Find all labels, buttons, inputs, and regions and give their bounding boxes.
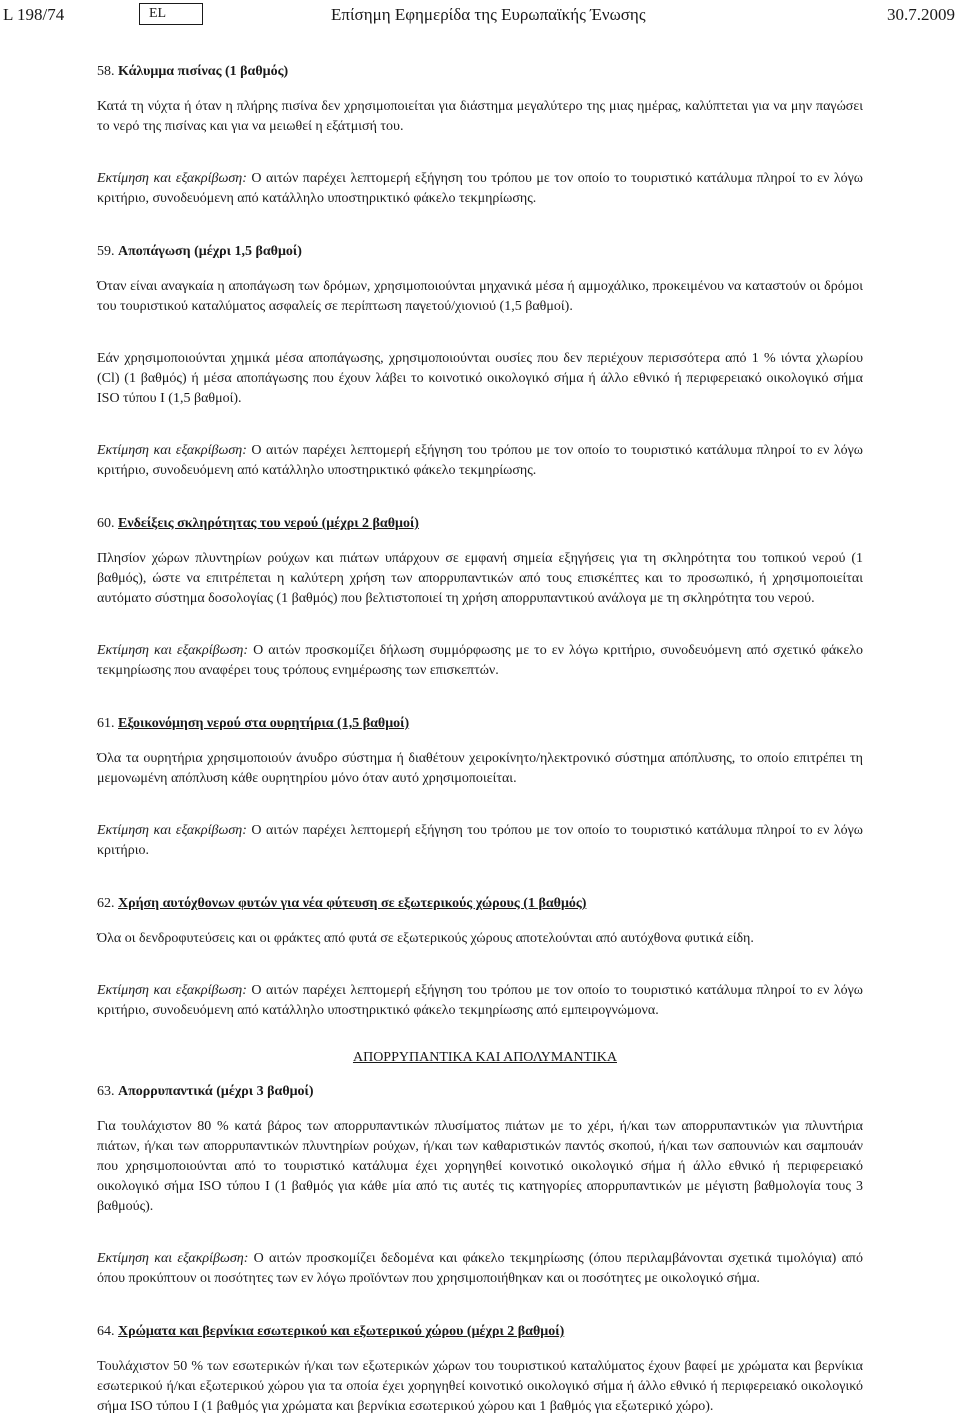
evaluation-label: Εκτίμηση και εξακρίβωση:: [97, 1251, 249, 1266]
section-63: [97, 1082, 863, 1289]
section-title: Εξοικονόμηση νερού στα ουρητήρια (1,5 βαθμοί): [118, 716, 410, 731]
section-title: Χρήση αυτόχθονων φυτών για νέα φύτευση σε εξωτερικούς χώρους (1 βαθμός): [118, 896, 587, 911]
publication-date: 30.7.2009: [887, 5, 955, 24]
section-number: 62.: [97, 896, 115, 911]
section-number: 60.: [97, 516, 115, 531]
section-62: [97, 894, 863, 1021]
evaluation-label: Εκτίμηση και εξακρίβωση:: [97, 443, 247, 458]
evaluation-paragraph: [97, 641, 863, 681]
language-box: EL: [139, 3, 203, 25]
journal-title: Επίσημη Εφημερίδα της Ευρωπαϊκής Ένωσης: [331, 5, 646, 24]
section-number: 61.: [97, 716, 115, 731]
section-body: Όλα οι δενδροφυτεύσεις και οι φράκτες από φυτά σε εξωτερικούς χώρους αποτελούνται από αυτόχθονα φυτικά είδη.: [97, 931, 754, 946]
evaluation-text: Ο αιτών παρέχει λεπτομερή εξήγηση του τρόπου με τον οποίο το τουριστικό κατάλυμα πληροί το εν λόγω κριτήριο, συνοδευόμενη από κατάλληλο υποστηρικτικό φάκελο τεκμηρίωσης.: [97, 443, 864, 478]
section-body: Για τουλάχιστον 80 % κατά βάρος των απορρυπαντικών πλυσίματος πιάτων με το χέρι, ή/και των απορρυπαντικών για πλυντήρια πιάτων, ή/και των απορρυπαντικών πλυντηρίων ρούχων, ή/και των καθαριστικών παντός σκοπού, ή/και των σαπουνιών και σαμπουάν που χρησιμοποιούνται από το τουριστικό κατάλυμα έχει χορηγηθεί κοινοτικό οικολογικό σήμα ή άλλο εθνικό ή περιφερειακό οικολογικό σήμα ISO τύπου I (1 βαθμός για κάθε μία από τις αυτές τις κατηγορίες απορρυπαντικών με μέγιστη βαθμολογία τους 3 βαθμούς).: [97, 1119, 863, 1214]
evaluation-label: Εκτίμηση και εξακρίβωση:: [97, 983, 247, 998]
section-heading: [97, 1082, 863, 1102]
page-reference: L 198/74: [3, 5, 65, 24]
section-body: Όλα τα ουρητήρια χρησιμοποιούν άνυδρο σύστημα ή διαθέτουν χειροκίνητο/ηλεκτρονικό σύστημα απόπλυσης, το οποίο επιτρέπει τη μεμονωμένη απόπλυση κάθε ουρητηρίου μόνο όταν αυτό χρησιμοποιείται.: [97, 751, 863, 786]
section-body: Κατά τη νύχτα ή όταν η πλήρης πισίνα δεν χρησιμοποιείται για διάστημα μεγαλύτερο της μιας ημέρας, καλύπτεται για να μην παγώσει το νερό της πισίνας και για να μειωθεί η εξάτμισή του.: [97, 99, 863, 134]
section-heading: [97, 894, 863, 914]
section-title: Αποπάγωση (μέχρι 1,5 βαθμοί): [118, 244, 302, 259]
group-title-text: ΑΠΟΡΡΥΠΑΝΤΙΚΑ ΚΑΙ ΑΠΟΛΥΜΑΝΤΙΚΑ: [352, 1050, 617, 1065]
evaluation-text: Ο αιτών προσκομίζει δεδομένα και φάκελο τεκμηρίωσης (όπου περιλαμβάνονται σχετικά τιμολόγια) από όπου προκύπτουν οι ποσότητες των εν λόγω προϊόντων που χρησιμοποιήθηκαν και οι ποσότητες με οικολογικό σήμα.: [97, 1251, 863, 1286]
evaluation-text: Ο αιτών παρέχει λεπτομερή εξήγηση του τρόπου με τον οποίο το τουριστικό κατάλυμα πληροί το εν λόγω κριτήριο.: [97, 823, 864, 858]
section-title: Ενδείξεις σκληρότητας του νερού (μέχρι 2 βαθμοί): [118, 516, 419, 531]
section-heading: [97, 242, 863, 262]
section-heading: [97, 62, 863, 82]
evaluation-text: Ο αιτών προσκομίζει δήλωση συμμόρφωσης με το εν λόγω κριτήριο, συνοδευόμενη από σχετικό φάκελο τεκμηρίωσης που αναφέρει τους τρόπους ενημέρωσης των επισκεπτών.: [97, 643, 863, 678]
section-body-2: Εάν χρησιμοποιούνται χημικά μέσα αποπάγωσης, χρησιμοποιούνται ουσίες που δεν περιέχουν περισσότερα από 1 % ιόντα χλωρίου (Cl) (1 βαθμός) ή μέσα αποπάγωσης που έχουν λάβει το κοινοτικό οικολογικό σήμα ή άλλο εθνικό ή περιφερειακό οικολογικό σήμα ISO τύπου I (1,5 βαθμοί).: [97, 351, 863, 406]
section-61: [97, 714, 863, 861]
evaluation-paragraph: [97, 169, 863, 209]
section-58: [97, 62, 863, 209]
section-number: 59.: [97, 244, 115, 259]
section-title: Απορρυπαντικά (μέχρι 3 βαθμοί): [118, 1084, 314, 1099]
page-header: [3, 4, 957, 26]
evaluation-text: Ο αιτών παρέχει λεπτομερή εξήγηση του τρόπου με τον οποίο το τουριστικό κατάλυμα πληροί το εν λόγω κριτήριο, συνοδευόμενη από κατάλληλο υποστηρικτικό φάκελο τεκμηρίωσης.: [97, 171, 864, 206]
section-60: [97, 514, 863, 681]
evaluation-paragraph: [97, 1249, 863, 1289]
evaluation-paragraph: [97, 441, 863, 481]
evaluation-paragraph: [97, 981, 863, 1021]
section-body: Τουλάχιστον 50 % των εσωτερικών ή/και των εξωτερικών χώρων του τουριστικού καταλύματος έχουν βαφεί με χρώματα και βερνίκια εσωτερικού ή/και εξωτερικού χώρου για τα οποία έχει χορηγηθεί κοινοτικό οικολογικό σήμα ή άλλο εθνικό ή περιφερειακό οικολογικό σήμα ISO τύπου I (1 βαθμός για χρώματα και βερνίκια εσωτερικού χώρου και 1 βαθμός για εξωτερικό χώρο).: [97, 1359, 863, 1414]
evaluation-label: Εκτίμηση και εξακρίβωση:: [97, 823, 247, 838]
evaluation-label: Εκτίμηση και εξακρίβωση:: [97, 171, 247, 186]
section-number: 63.: [97, 1084, 115, 1099]
section-number: 58.: [97, 64, 115, 79]
section-body: Όταν είναι αναγκαία η αποπάγωση των δρόμων, χρησιμοποιούνται μηχανικά μέσα ή αμμοχάλικο, προκειμένου να καταστούν οι δρόμοι του τουριστικού καταλύματος ασφαλείς σε περίπτωση παγετού/χιονιού (1,5 βαθμοί).: [97, 279, 863, 314]
section-heading: [97, 714, 863, 734]
section-title: Χρώματα και βερνίκια εσωτερικού και εξωτερικού χώρου (μέχρι 2 βαθμοί): [118, 1324, 565, 1339]
section-body: Πλησίον χώρων πλυντηρίων ρούχων και πιάτων υπάρχουν σε εμφανή σημεία εξηγήσεις για τη σκληρότητα του τοπικού νερού (1 βαθμός), ώστε να επιτρέπεται η καλύτερη χρήση των απορρυπαντικών από τους επισκέπτες και το προσωπικό, ή χρησιμοποιείται αυτόματο σύστημα δοσολογίας (1 βαθμός) που βελτιστοποιεί τη χρήση απορρυπαντικού ανάλογα με τη σκληρότητα του νερού.: [97, 551, 863, 606]
section-heading: [97, 514, 863, 534]
section-number: 64.: [97, 1324, 115, 1339]
section-title: Κάλυμμα πισίνας (1 βαθμός): [118, 64, 289, 79]
evaluation-text: Ο αιτών παρέχει λεπτομερή εξήγηση του τρόπου με τον οποίο το τουριστικό κατάλυμα πληροί το εν λόγω κριτήριο, συνοδευόμενη από κατάλληλο υποστηρικτικό φάκελο τεκμηρίωσης από εμπειρογνώμονα.: [97, 983, 864, 1018]
group-title: [97, 1048, 863, 1068]
document-body: [97, 62, 863, 1417]
evaluation-paragraph: [97, 821, 863, 861]
section-64: [97, 1322, 863, 1417]
section-59: [97, 242, 863, 481]
evaluation-label: Εκτίμηση και εξακρίβωση:: [97, 643, 249, 658]
section-heading: [97, 1322, 863, 1342]
